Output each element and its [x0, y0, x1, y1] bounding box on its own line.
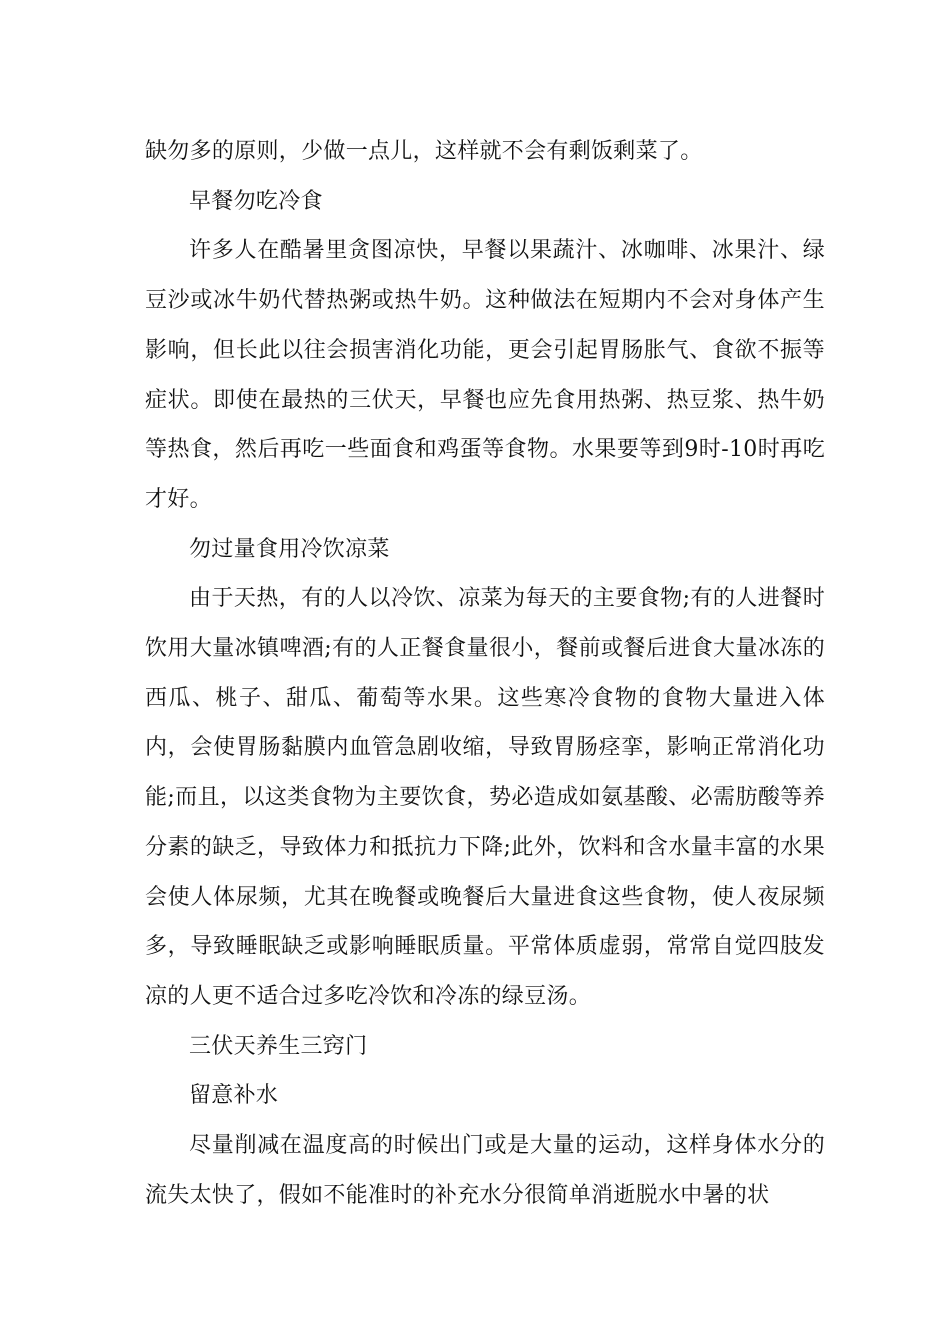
paragraph-hydration: 尽量削减在温度高的时候出门或是大量的运动，这样身体水分的流失太快了，假如不能准时的补充水分很简单消逝脱水中暑的状 [145, 1133, 825, 1208]
paragraph-cold-drinks: 由于天热，有的人以冷饮、凉菜为每天的主要食物;有的人进餐时饮用大量冰镇啤酒;有的人正餐食量很小，餐前或餐后进食大量冰冻的西瓜、桃子、甜瓜、葡萄等水果。这些寒冷食物的食物大量进入体内，会使胃肠黏膜内血管急剧收缩，导致胃肠痉挛，影响正常消化功能;而且，以这类食物为主要饮食，势必造成如氨基酸、必需肪酸等养分素的缺乏，导致体力和抵抗力下降;此外，饮料和含水量丰富的水果会使人体尿频，尤其在晚餐或晚餐后大量进食这些食物，使人夜尿频多，导致睡眠缺乏或影响睡眠质量。平常体质虚弱，常常自觉四肢发凉的人更不适合过多吃冷饮和冷冻的绿豆汤。 [145, 586, 825, 1009]
section-heading-cold-drinks: 勿过量食用冷饮凉菜 [189, 536, 390, 562]
section-heading-breakfast: 早餐勿吃冷食 [189, 188, 323, 214]
paragraph-continuation: 缺勿多的原则，少做一点儿，这样就不会有剩饭剩菜了。 [145, 139, 703, 164]
section-heading-tips: 三伏天养生三窍门 [189, 1033, 368, 1059]
paragraph-breakfast: 许多人在酷暑里贪图凉快，早餐以果蔬汁、冰咖啡、冰果汁、绿豆沙或冰牛奶代替热粥或热牛奶。这种做法在短期内不会对身体产生影响，但长此以往会损害消化功能，更会引起胃肠胀气、食欲不振等症状。即使在最热的三伏天，早餐也应先食用热粥、热豆浆、热牛奶等热食，然后再吃一些面食和鸡蛋等食物。水果要等到9时-10时再吃才好。 [145, 238, 825, 512]
section-heading-hydration: 留意补水 [189, 1083, 279, 1109]
document-body [145, 127, 825, 1220]
